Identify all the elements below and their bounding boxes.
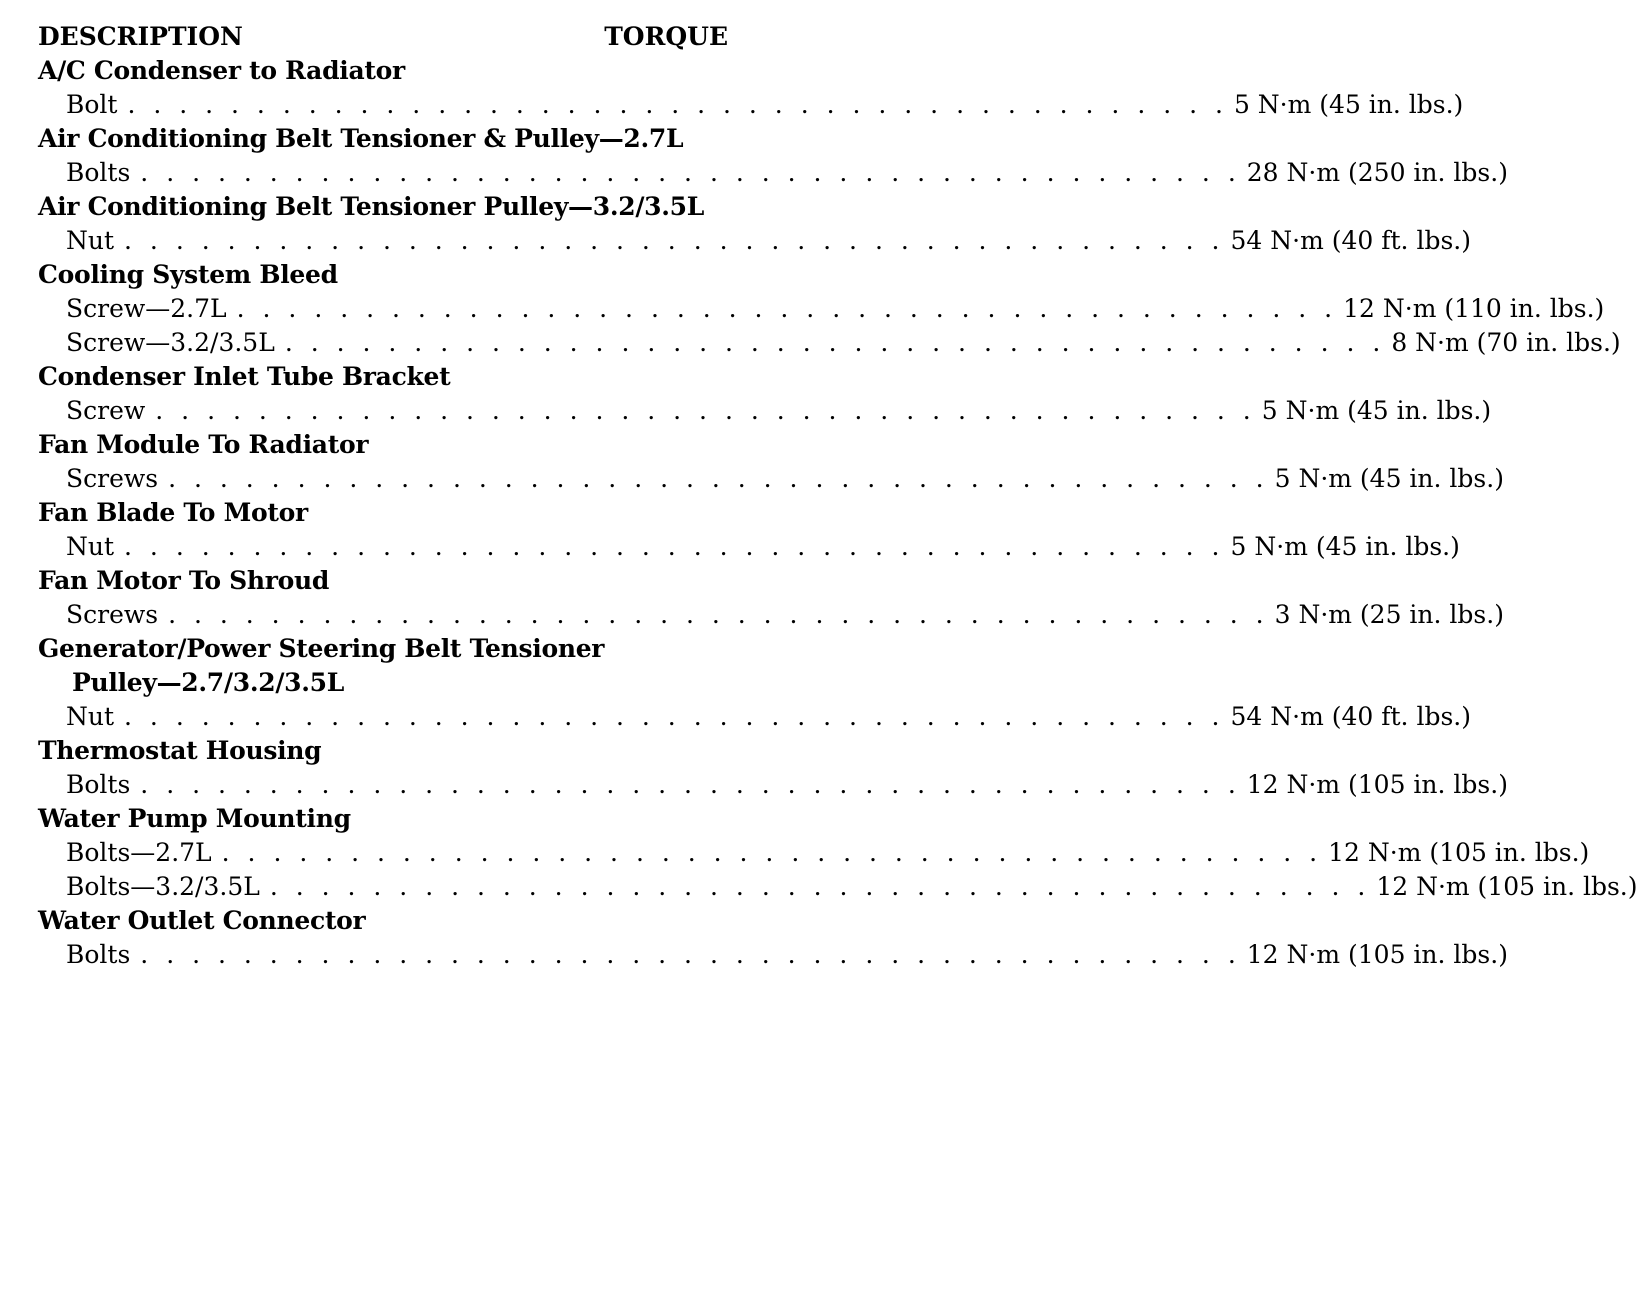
fastener-label: Bolts [66,940,131,969]
dot-leader: . . . . . . . . . . . . . . . . . . . . . . . . . . . . . . . . . . . . . . . . . . . [168,464,1269,493]
torque-value: 8 N·m (70 in. lbs.) [1391,328,1621,357]
dot-leader: . . . . . . . . . . . . . . . . . . . . . . . . . . . . . . . . . . . . . . . . . . . [284,328,1386,357]
fastener-label: Bolts—3.2/3.5L [66,872,260,901]
spec-row [38,394,1492,428]
fastener-label: Screw—3.2/3.5L [66,328,275,357]
torque-spec-list [38,54,1638,972]
spec-row [38,700,1471,734]
dot-leader: . . . . . . . . . . . . . . . . . . . . . . . . . . . . . . . . . . . . . . . . . . . [140,770,1241,799]
spec-row [38,292,1605,326]
section-title: Fan Motor To Shroud [38,566,330,595]
spec-row [38,870,1638,904]
fastener-label: Bolts—2.7L [66,838,212,867]
dot-leader: . . . . . . . . . . . . . . . . . . . . . . . . . . . . . . . . . . . . . . . . . . . [236,294,1338,323]
dot-leader: . . . . . . . . . . . . . . . . . . . . . . . . . . . . . . . . . . . . . . . . . . . [221,838,1323,867]
section-title: Fan Blade To Motor [38,498,308,527]
torque-value: 5 N·m (45 in. lbs.) [1261,396,1492,425]
torque-column-header: TORQUE [604,22,728,51]
spec-row [38,462,1504,496]
description-column-header: DESCRIPTION [38,22,243,51]
dot-leader: . . . . . . . . . . . . . . . . . . . . . . . . . . . . . . . . . . . . . . . . . . . [124,226,1225,255]
section-title: Fan Module To Radiator [38,430,369,459]
spec-row [38,326,1621,360]
spec-row [38,836,1590,870]
torque-value: 28 N·m (250 in. lbs.) [1246,158,1508,187]
dot-leader: . . . . . . . . . . . . . . . . . . . . . . . . . . . . . . . . . . . . . . . . . . . [140,940,1241,969]
fastener-label: Screw [66,396,146,425]
dot-leader: . . . . . . . . . . . . . . . . . . . . . . . . . . . . . . . . . . . . . . . . . . . [140,158,1241,187]
torque-value: 12 N·m (110 in. lbs.) [1343,294,1605,323]
section-title: Thermostat Housing [38,736,322,765]
torque-spec-page [38,20,1638,972]
fastener-label: Bolts [66,158,131,187]
dot-leader: . . . . . . . . . . . . . . . . . . . . . . . . . . . . . . . . . . . . . . . . . . . [168,600,1269,629]
torque-value: 12 N·m (105 in. lbs.) [1246,770,1508,799]
fastener-label: Screws [66,600,159,629]
torque-value: 12 N·m (105 in. lbs.) [1246,940,1508,969]
section-title: Condenser Inlet Tube Bracket [38,362,451,391]
section-title: Air Conditioning Belt Tensioner Pulley—3.2/3.5L [38,192,705,221]
dot-leader: . . . . . . . . . . . . . . . . . . . . . . . . . . . . . . . . . . . . . . . . . . . [127,90,1228,119]
section-title: Generator/Power Steering Belt Tensioner [38,634,605,663]
section-title-continuation: Pulley—2.7/3.2/3.5L [72,668,345,697]
fastener-label: Nut [66,226,115,255]
fastener-label: Screws [66,464,159,493]
fastener-label: Bolt [66,90,118,119]
torque-value: 3 N·m (25 in. lbs.) [1274,600,1504,629]
fastener-label: Bolts [66,770,131,799]
torque-value: 12 N·m (105 in. lbs.) [1376,872,1638,901]
section-title: A/C Condenser to Radiator [38,56,405,85]
spec-row [38,88,1464,122]
spec-row [38,530,1460,564]
dot-leader: . . . . . . . . . . . . . . . . . . . . . . . . . . . . . . . . . . . . . . . . . . . [269,872,1371,901]
spec-row [38,768,1508,802]
dot-leader: . . . . . . . . . . . . . . . . . . . . . . . . . . . . . . . . . . . . . . . . . . . [124,702,1225,731]
torque-value: 12 N·m (105 in. lbs.) [1328,838,1590,867]
section-title: Water Pump Mounting [38,804,351,833]
torque-value: 5 N·m (45 in. lbs.) [1230,532,1460,561]
section-title: Cooling System Bleed [38,260,338,289]
torque-value: 5 N·m (45 in. lbs.) [1233,90,1464,119]
torque-value: 54 N·m (40 ft. lbs.) [1230,702,1471,731]
spec-row [38,224,1471,258]
spec-row [38,598,1504,632]
table-header [38,20,728,54]
dot-leader: . . . . . . . . . . . . . . . . . . . . . . . . . . . . . . . . . . . . . . . . . . . [155,396,1256,425]
fastener-label: Screw—2.7L [66,294,227,323]
dot-leader: . . . . . . . . . . . . . . . . . . . . . . . . . . . . . . . . . . . . . . . . . . . [124,532,1225,561]
spec-row [38,938,1508,972]
spec-row [38,156,1508,190]
section-title: Air Conditioning Belt Tensioner & Pulley—2.7L [38,124,684,153]
torque-value: 5 N·m (45 in. lbs.) [1274,464,1504,493]
fastener-label: Nut [66,702,115,731]
torque-value: 54 N·m (40 ft. lbs.) [1230,226,1471,255]
fastener-label: Nut [66,532,115,561]
section-title: Water Outlet Connector [38,906,366,935]
